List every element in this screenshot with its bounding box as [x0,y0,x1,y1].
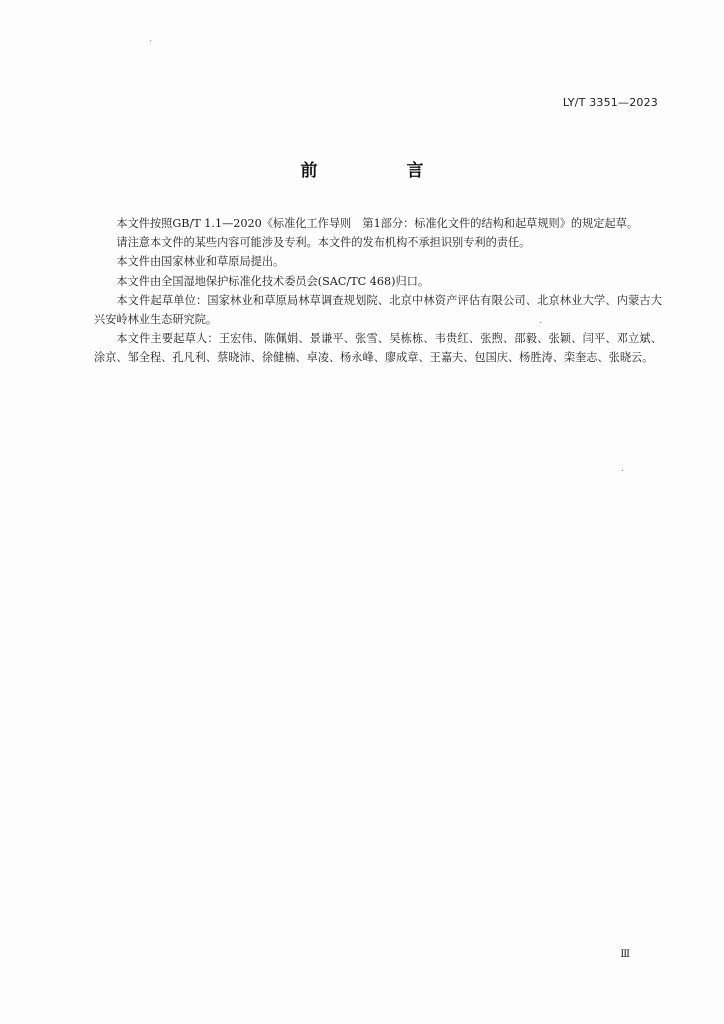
foreword-body [94,214,662,368]
paragraph-proposer: 本文件由国家林业和草原局提出。 [116,255,285,269]
paragraph-drafting-rules: 本文件按照GB/T 1.1—2020《标准化工作导则 第1部分：标准化文件的结构和起草规则》的规定起草。 [116,217,639,230]
paragraph-main-drafters: 本文件主要起草人：王宏伟、陈佩娟、景谦平、张雪、吴栋栋、韦贵红、张煦、邵毅、张颖、闫平、邓立斌、涂京、邹全程、孔凡利、蔡晓沛、徐健楠、卓凌、杨永峰、廖成章、王嘉夫、包国庆、杨胜涛、栾奎志、张晓云。 [94,332,662,365]
scan-speck [622,470,623,471]
scan-speck [150,40,151,41]
paragraph-patent-notice: 请注意本文件的某些内容可能涉及专利。本文件的发布机构不承担识别专利的责任。 [116,236,531,250]
page-number: Ⅲ [620,949,630,960]
standard-code: LY/T 3351—2023 [562,96,658,109]
scan-speck [540,322,541,323]
page-title: 前 言 [300,161,460,181]
paragraph-drafting-units: 本文件起草单位：国家林业和草原局林草调查规划院、北京中林资产评估有限公司、北京林业大学、内蒙古大兴安岭林业生态研究院。 [94,293,662,327]
paragraph-technical-committee: 本文件由全国湿地保护标准化技术委员会(SAC/TC 468)归口。 [116,274,430,288]
